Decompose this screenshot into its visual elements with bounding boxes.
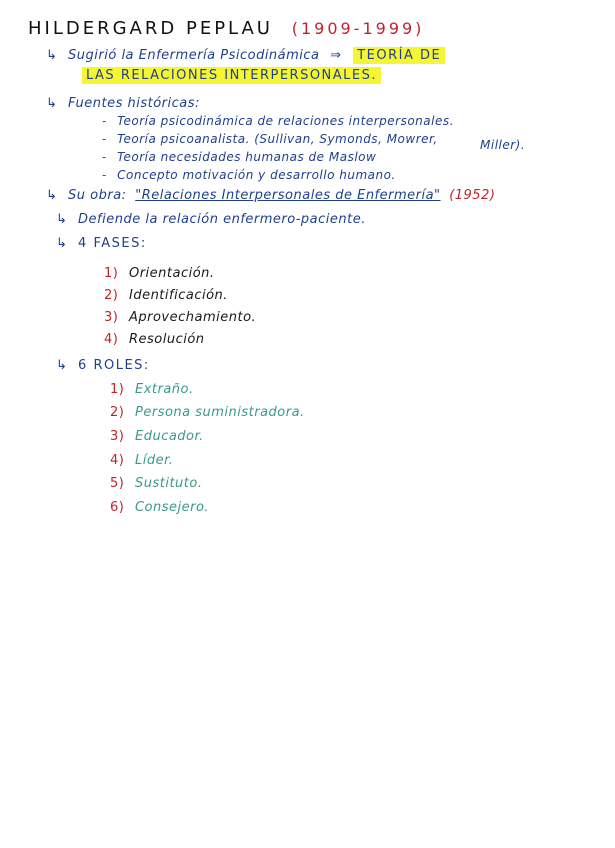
role-label: Líder. (134, 453, 174, 468)
role-number: 1) (110, 382, 125, 397)
role-item (110, 382, 194, 397)
role-item (110, 476, 202, 491)
dash-icon: - (102, 114, 107, 128)
implies-arrow-icon: ⇒ (330, 48, 343, 63)
role-label: Consejero. (134, 500, 210, 515)
fase-item (104, 288, 228, 303)
role-number: 3) (110, 429, 125, 444)
arrow-icon: ↳ (46, 48, 58, 63)
highlight-relaciones: LAS RELACIONES INTERPERSONALES. (82, 67, 381, 84)
role-number: 4) (110, 453, 125, 468)
role-item (110, 429, 204, 444)
fuentes-item-text: Teoría psicodinámica de relaciones interpersonales. (117, 114, 454, 128)
fase-label: Orientación. (128, 266, 215, 281)
title-years: (1909-1999) (291, 19, 425, 38)
fuentes-item-extra: Miller). (480, 138, 526, 152)
fase-number: 1) (104, 266, 119, 281)
arrow-icon: ↳ (56, 358, 68, 373)
fase-item (104, 266, 215, 281)
fase-number: 2) (104, 288, 119, 303)
psicodinamica-text: Sugirió la Enfermería Psicodinámica (68, 48, 320, 63)
fase-item (104, 332, 205, 347)
arrow-icon: ↳ (46, 188, 58, 203)
fases-heading (56, 236, 147, 251)
role-number: 6) (110, 500, 125, 515)
obra-year: (1952) (449, 188, 496, 203)
fuentes-heading (46, 96, 200, 111)
fase-number: 4) (104, 332, 119, 347)
roles-heading (56, 358, 150, 373)
highlight-teoria: TEORÍA DE (353, 47, 445, 64)
role-label: Sustituto. (134, 476, 203, 491)
role-item (110, 405, 305, 420)
role-number: 2) (110, 405, 125, 420)
dash-icon: - (102, 150, 107, 164)
fase-item (104, 310, 256, 325)
fuentes-item (102, 114, 454, 128)
obra-title: "Relaciones Interpersonales de Enfermería" (135, 188, 441, 203)
dash-icon: - (102, 132, 107, 146)
fase-label: Resolución (128, 332, 205, 347)
fase-label: Identificación. (128, 288, 228, 303)
fuentes-item-text: Teoría necesidades humanas de Maslow (117, 150, 377, 164)
fase-number: 3) (104, 310, 119, 325)
page-title (28, 18, 424, 39)
roles-heading-text: 6 ROLES: (78, 358, 150, 373)
role-item (110, 453, 173, 468)
note-line-psicodinamica (46, 48, 445, 63)
role-number: 5) (110, 476, 125, 491)
fuentes-item (102, 168, 396, 182)
arrow-icon: ↳ (56, 212, 68, 227)
defiende-line (56, 212, 366, 227)
fases-heading-text: 4 FASES: (78, 236, 147, 251)
role-label: Extraño. (134, 382, 194, 397)
note-line-relaciones (82, 68, 381, 83)
fuentes-item (102, 150, 376, 164)
arrow-icon: ↳ (56, 236, 68, 251)
fuentes-heading-text: Fuentes históricas: (68, 96, 200, 111)
obra-line (46, 188, 495, 203)
dash-icon: - (102, 168, 107, 182)
fuentes-item (102, 132, 438, 146)
role-item (110, 500, 209, 515)
fase-label: Aprovechamiento. (128, 310, 257, 325)
role-label: Educador. (134, 429, 204, 444)
role-label: Persona suministradora. (134, 405, 305, 420)
fuentes-item-text: Teoría psicoanalista. (Sullivan, Symonds, Mowrer, (117, 132, 438, 146)
obra-prefix: Su obra: (68, 188, 127, 203)
title-name: HILDERGARD PEPLAU (28, 18, 273, 39)
defiende-text: Defiende la relación enfermero-paciente. (78, 212, 366, 227)
arrow-icon: ↳ (46, 96, 58, 111)
fuentes-item-text: Concepto motivación y desarrollo humano. (117, 168, 396, 182)
